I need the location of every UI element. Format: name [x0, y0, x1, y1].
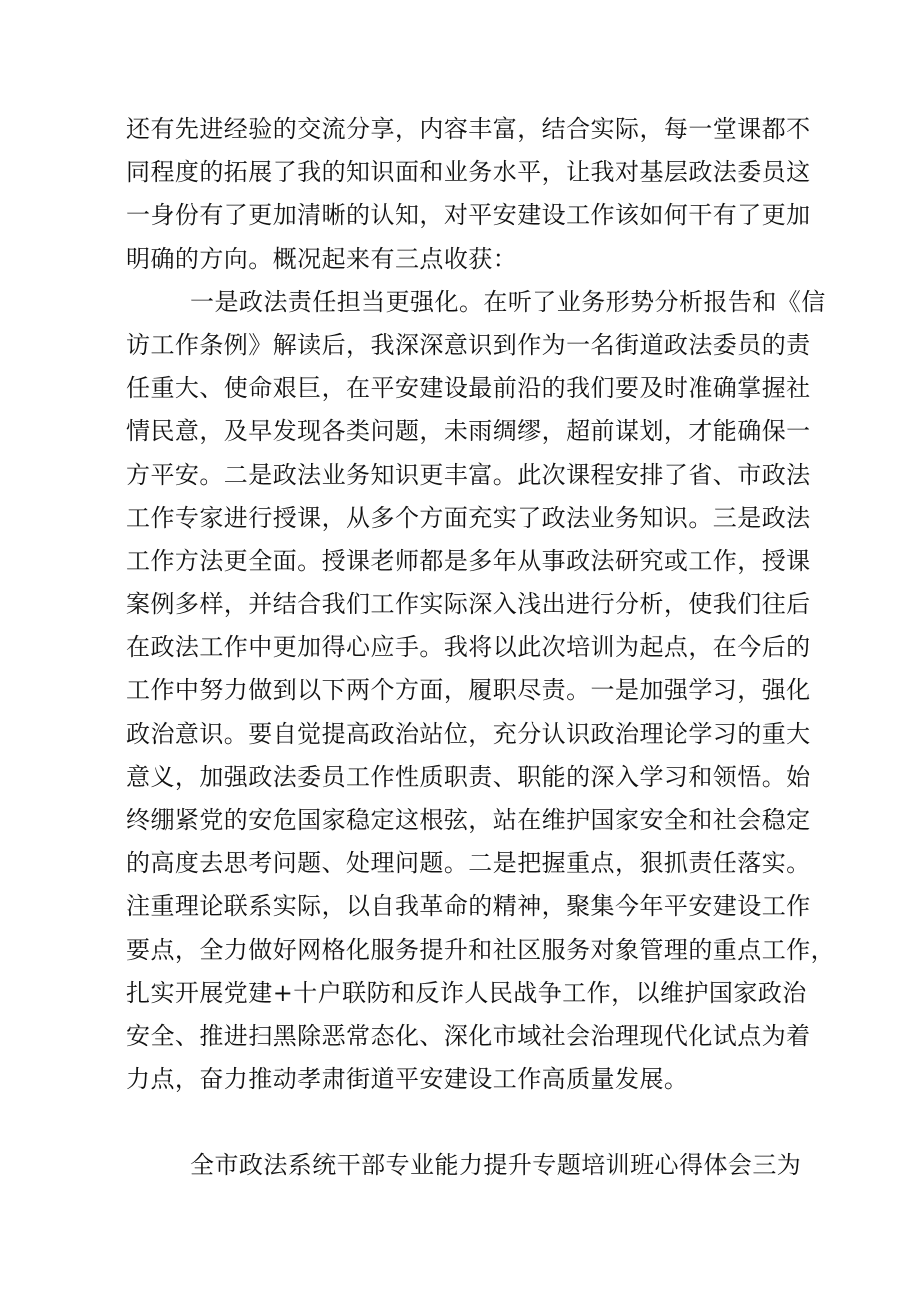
text-line: 在政法工作中更加得心应手。我将以此次培训为起点，在今后的 [126, 633, 811, 662]
text-line: 一是政法责任担当更强化。在听了业务形势分析报告和《信 [190, 287, 826, 316]
text-line: 工作方法更全面。授课老师都是多年从事政法研究或工作，授课 [126, 546, 811, 575]
text-line: 的高度去思考问题、处理问题。二是把握重点，狠抓责任落实。 [126, 849, 811, 878]
text-line: 访工作条例》解读后，我深深意识到作为一名街道政法委员的责 [126, 330, 811, 359]
text-line: 任重大、使命艰巨，在平安建设最前沿的我们要及时准确掌握社 [126, 374, 811, 403]
paragraph-3 [126, 1144, 806, 1187]
text-line: 同程度的拓展了我的知识面和业务水平，让我对基层政法委员这 [126, 158, 811, 187]
text-line: 工作中努力做到以下两个方面，履职尽责。一是加强学习，强化 [126, 676, 811, 705]
paragraph-1 [126, 108, 811, 281]
text-line: 扎实开展党建+十户联防和反诈人民战争工作，以维护国家政治 [126, 978, 807, 1007]
text-line: 一身份有了更加清晰的认知，对平安建设工作该如何干有了更加 [126, 201, 811, 230]
text-line: 力点，奋力推动孝肃街道平安建设工作高质量发展。 [126, 1065, 689, 1094]
text-line: 要点，全力做好网格化服务提升和社区服务对象管理的重点工作， [126, 935, 836, 964]
text-line: 情民意，及早发现各类问题，未雨绸缪，超前谋划，才能确保一 [126, 417, 811, 446]
document-body [126, 108, 836, 1188]
text-line: 注重理论联系实际，以自我革命的精神，聚集今年平安建设工作 [126, 892, 811, 921]
text-line: 终绷紧党的安危国家稳定这根弦，站在维护国家安全和社会稳定 [126, 806, 811, 834]
paragraph-2 [126, 281, 836, 1102]
text-line: 安全、推进扫黑除恶常态化、深化市域社会治理现代化试点为着 [126, 1021, 811, 1050]
text-line: 方平安。二是政法业务知识更丰富。此次课程安排了省、市政法 [126, 460, 811, 489]
text-line: 全市政法系统干部专业能力提升专题培训班心得体会三为 [190, 1151, 802, 1180]
text-line: 还有先进经验的交流分享，内容丰富，结合实际，每一堂课都不 [126, 115, 811, 143]
text-line: 工作专家进行授课，从多个方面充实了政法业务知识。三是政法 [126, 503, 811, 532]
text-line: 意义，加强政法委员工作性质职责、职能的深入学习和领悟。始 [126, 762, 811, 791]
text-line: 政治意识。要自觉提高政治站位，充分认识政治理论学习的重大 [126, 719, 811, 748]
text-line: 明确的方向。概况起来有三点收获： [126, 244, 518, 273]
text-line: 案例多样，并结合我们工作实际深入浅出进行分析，使我们往后 [126, 590, 811, 619]
